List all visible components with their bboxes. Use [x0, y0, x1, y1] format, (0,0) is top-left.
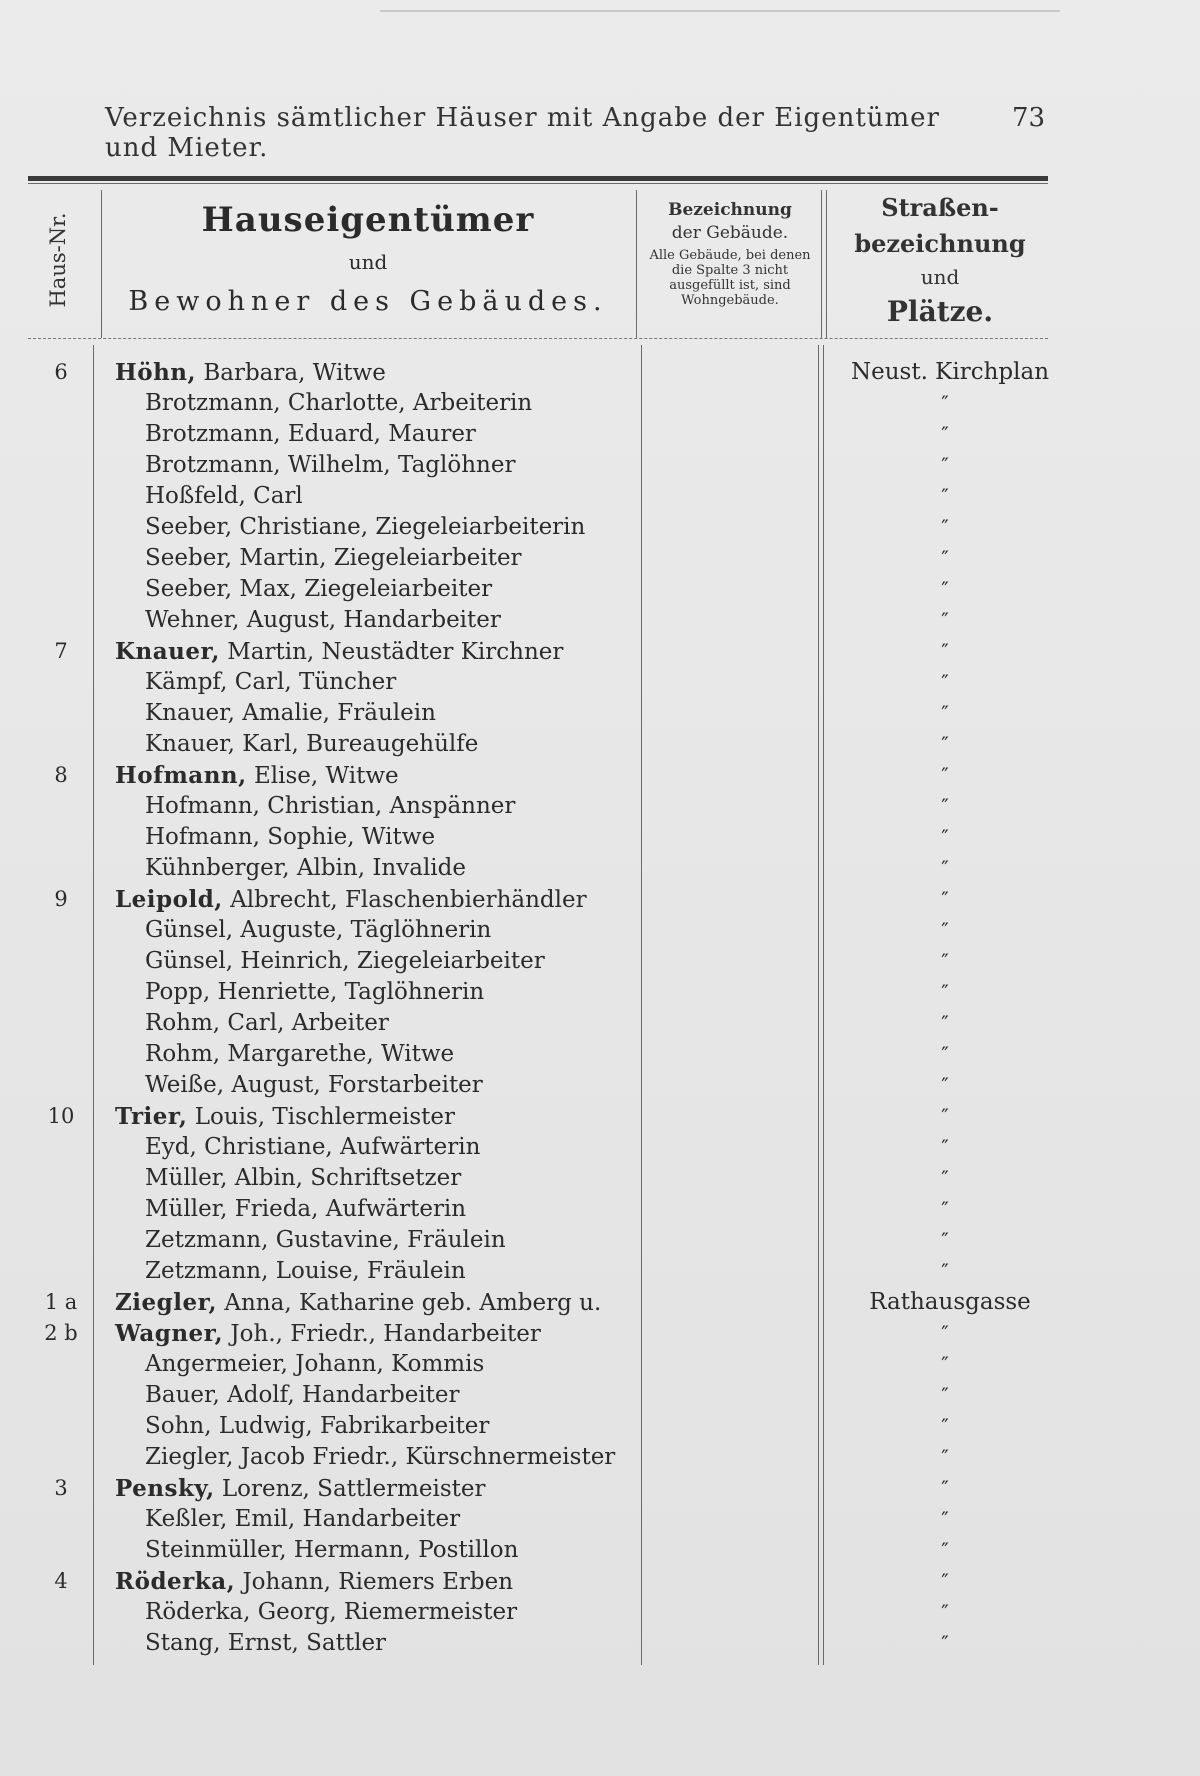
table-row	[0, 915, 1200, 946]
table-row	[0, 698, 1200, 729]
owner-details: Joh., Friedr., Handarbeiter	[223, 1321, 541, 1347]
table-row	[0, 481, 1200, 512]
owner-und: und	[348, 250, 388, 274]
table-row	[0, 1163, 1200, 1194]
ditto-mark: ″	[941, 1011, 949, 1035]
resident-name: Ziegler, Jacob Friedr., Kürschnermeister	[145, 1444, 616, 1470]
ditto-mark: ″	[941, 453, 949, 477]
table-row	[0, 1597, 1200, 1628]
owner-details: Johann, Riemers Erben	[235, 1569, 514, 1595]
ditto-mark: ″	[941, 608, 949, 632]
ditto-mark: ″	[941, 1414, 949, 1438]
owner-details: Martin, Neustädter Kirchner	[219, 639, 564, 665]
page-number: 73	[1012, 103, 1046, 133]
owner-surname: Leipold,	[115, 886, 223, 913]
ditto-mark: ″	[941, 1445, 949, 1469]
header-rule-thin	[28, 183, 1048, 184]
resident-name: Rohm, Margarethe, Witwe	[145, 1041, 455, 1067]
house-number: 3	[54, 1476, 68, 1500]
resident-name: Keßler, Emil, Handarbeiter	[145, 1506, 461, 1532]
table-row	[0, 946, 1200, 977]
resident-name: Wehner, August, Handarbeiter	[145, 607, 501, 633]
resident-name: Müller, Frieda, Aufwärterin	[145, 1196, 467, 1222]
resident-name: Rohm, Carl, Arbeiter	[145, 1010, 389, 1036]
owner-surname: Höhn,	[115, 359, 197, 386]
resident-name: Kämpf, Carl, Tüncher	[145, 669, 397, 695]
table-row	[0, 1504, 1200, 1535]
resident-name	[115, 1566, 513, 1598]
table-row	[0, 1318, 1200, 1349]
resident-name: Seeber, Martin, Ziegeleiarbeiter	[145, 545, 522, 571]
owner-subtitle: Bewohner des Gebäudes.	[128, 286, 608, 317]
ditto-mark: ″	[941, 1259, 949, 1283]
street-und: und	[920, 265, 960, 289]
table-row	[0, 729, 1200, 760]
owner-details: Elise, Witwe	[246, 763, 399, 789]
running-head: Verzeichnis sämtlicher Häuser mit Angabe der Eigentümer und Mieter.	[105, 103, 940, 163]
resident-name: Hofmann, Sophie, Witwe	[145, 824, 436, 850]
resident-name: Seeber, Christiane, Ziegeleiarbeiterin	[145, 514, 586, 540]
resident-name	[115, 357, 386, 389]
table-row	[0, 636, 1200, 667]
building-note: Alle Gebäude, bei denen die Spalte 3 nicht ausgefüllt ist, sind Wohngebäude.	[649, 248, 811, 308]
street-name: Rathausgasse	[869, 1289, 1031, 1315]
house-number: 7	[54, 639, 68, 663]
ditto-mark: ″	[941, 1104, 949, 1128]
ditto-mark: ″	[941, 670, 949, 694]
resident-name: Angermeier, Johann, Kommis	[145, 1351, 485, 1377]
ditto-mark: ″	[941, 701, 949, 725]
ditto-mark: ″	[941, 732, 949, 756]
ditto-mark: ″	[941, 1166, 949, 1190]
ditto-mark: ″	[941, 1383, 949, 1407]
ditto-mark: ″	[941, 980, 949, 1004]
table-row	[0, 760, 1200, 791]
owner-surname: Pensky,	[115, 1475, 215, 1502]
house-number: 8	[54, 763, 68, 787]
resident-name	[115, 636, 563, 668]
ditto-mark: ″	[941, 918, 949, 942]
table-row	[0, 1101, 1200, 1132]
resident-name: Popp, Henriette, Taglöhnerin	[145, 979, 485, 1005]
table-row	[0, 450, 1200, 481]
table-row	[0, 853, 1200, 884]
ditto-mark: ″	[941, 1507, 949, 1531]
resident-name: Sohn, Ludwig, Fabrikarbeiter	[145, 1413, 490, 1439]
street-title-1: Straßen-	[881, 193, 999, 222]
top-edge-line	[380, 10, 1060, 12]
ditto-mark: ″	[941, 825, 949, 849]
resident-name: Hoßfeld, Carl	[145, 483, 303, 509]
resident-name: Brotzmann, Eduard, Maurer	[145, 421, 476, 447]
resident-name: Weiße, August, Forstarbeiter	[145, 1072, 483, 1098]
owner-surname: Trier,	[115, 1103, 188, 1130]
ditto-mark: ″	[941, 887, 949, 911]
resident-name	[115, 1318, 541, 1350]
owner-details: Louis, Tischlermeister	[187, 1104, 456, 1130]
header-rule-thick	[28, 176, 1048, 181]
table-row	[0, 1225, 1200, 1256]
table-row	[0, 357, 1200, 388]
column-header-owner	[103, 198, 633, 322]
street-title-3: Plätze.	[886, 295, 994, 328]
house-number: 4	[54, 1569, 68, 1593]
resident-name	[115, 1287, 601, 1319]
resident-name: Eyd, Christiane, Aufwärterin	[145, 1134, 481, 1160]
table-row	[0, 419, 1200, 450]
resident-name: Röderka, Georg, Riemermeister	[145, 1599, 518, 1625]
resident-name	[115, 884, 587, 916]
resident-name: Steinmüller, Hermann, Postillon	[145, 1537, 519, 1563]
table-row	[0, 977, 1200, 1008]
house-number: 2 b	[44, 1321, 78, 1345]
resident-name: Stang, Ernst, Sattler	[145, 1630, 387, 1656]
street-name: Neust. Kirchplan	[850, 359, 1050, 385]
table-row	[0, 667, 1200, 698]
column-divider-1	[101, 190, 102, 338]
house-nr-label: Haus-Nr.	[46, 212, 70, 308]
resident-name: Günsel, Auguste, Täglöhnerin	[145, 917, 492, 943]
resident-name: Brotzmann, Charlotte, Arbeiterin	[145, 390, 533, 416]
house-number: 9	[54, 887, 68, 911]
column-header-building	[640, 198, 820, 308]
owner-surname: Knauer,	[115, 638, 220, 665]
owner-surname: Röderka,	[115, 1568, 236, 1595]
ditto-mark: ″	[941, 856, 949, 880]
owner-surname: Wagner,	[115, 1320, 224, 1347]
table-row	[0, 1194, 1200, 1225]
ditto-mark: ″	[941, 1569, 949, 1593]
table-row	[0, 1566, 1200, 1597]
ditto-mark: ″	[941, 1228, 949, 1252]
table-row	[0, 791, 1200, 822]
ditto-mark: ″	[941, 391, 949, 415]
ditto-mark: ″	[941, 639, 949, 663]
ditto-mark: ″	[941, 1042, 949, 1066]
ditto-mark: ″	[941, 763, 949, 787]
ditto-mark: ″	[941, 1073, 949, 1097]
resident-name: Hofmann, Christian, Anspänner	[145, 793, 516, 819]
table-row	[0, 1473, 1200, 1504]
directory-rows	[0, 357, 1200, 1659]
house-number: 10	[47, 1104, 75, 1128]
table-row	[0, 512, 1200, 543]
ditto-mark: ″	[941, 484, 949, 508]
owner-surname: Ziegler,	[115, 1289, 218, 1316]
table-row	[0, 388, 1200, 419]
ditto-mark: ″	[941, 1538, 949, 1562]
resident-name	[115, 1473, 486, 1505]
ditto-mark: ″	[941, 1197, 949, 1221]
table-row	[0, 1349, 1200, 1380]
ditto-mark: ″	[941, 1631, 949, 1655]
ditto-mark: ″	[941, 1352, 949, 1376]
table-row	[0, 1535, 1200, 1566]
resident-name: Knauer, Amalie, Fräulein	[145, 700, 436, 726]
resident-name: Günsel, Heinrich, Ziegeleiarbeiter	[145, 948, 545, 974]
column-divider-3	[821, 190, 827, 338]
resident-name: Zetzmann, Gustavine, Fräulein	[145, 1227, 506, 1253]
resident-name: Brotzmann, Wilhelm, Taglöhner	[145, 452, 516, 478]
table-row	[0, 1287, 1200, 1318]
ditto-mark: ″	[941, 1135, 949, 1159]
resident-name: Seeber, Max, Ziegeleiarbeiter	[145, 576, 493, 602]
table-row	[0, 1628, 1200, 1659]
table-row	[0, 1070, 1200, 1101]
ditto-mark: ″	[941, 1600, 949, 1624]
ditto-mark: ″	[941, 546, 949, 570]
ditto-mark: ″	[941, 422, 949, 446]
ditto-mark: ″	[941, 794, 949, 818]
table-row	[0, 884, 1200, 915]
owner-details: Barbara, Witwe	[196, 360, 386, 386]
ditto-mark: ″	[941, 1476, 949, 1500]
house-number: 1 a	[44, 1290, 78, 1314]
owner-details: Anna, Katharine geb. Amberg u.	[217, 1290, 602, 1316]
owner-details: Albrecht, Flaschenbierhändler	[222, 887, 587, 913]
column-divider-2	[636, 190, 637, 338]
table-row	[0, 543, 1200, 574]
building-title: Bezeichnung	[668, 200, 792, 220]
table-row	[0, 1039, 1200, 1070]
resident-name: Müller, Albin, Schriftsetzer	[145, 1165, 462, 1191]
table-row	[0, 1008, 1200, 1039]
resident-name: Knauer, Karl, Bureaugehülfe	[145, 731, 479, 757]
house-number: 6	[54, 360, 68, 384]
table-row	[0, 1256, 1200, 1287]
ditto-mark: ″	[941, 577, 949, 601]
ditto-mark: ″	[941, 1321, 949, 1345]
table-row	[0, 1380, 1200, 1411]
column-header-street	[835, 190, 1045, 332]
table-row	[0, 605, 1200, 636]
resident-name	[115, 760, 399, 792]
resident-name: Kühnberger, Albin, Invalide	[145, 855, 467, 881]
building-sub: der Gebäude.	[671, 223, 789, 243]
table-row	[0, 1442, 1200, 1473]
table-row	[0, 574, 1200, 605]
resident-name	[115, 1101, 455, 1133]
resident-name: Zetzmann, Louise, Fräulein	[145, 1258, 466, 1284]
table-row	[0, 1411, 1200, 1442]
owner-title: Hauseigentümer	[201, 200, 535, 240]
table-row	[0, 822, 1200, 853]
header-bottom-rule	[28, 338, 1048, 339]
ditto-mark: ″	[941, 949, 949, 973]
street-title-2: bezeichnung	[854, 229, 1026, 258]
ditto-mark: ″	[941, 515, 949, 539]
owner-details: Lorenz, Sattlermeister	[214, 1476, 486, 1502]
table-row	[0, 1132, 1200, 1163]
column-header-house-nr	[38, 200, 78, 320]
owner-surname: Hofmann,	[115, 762, 247, 789]
resident-name: Bauer, Adolf, Handarbeiter	[145, 1382, 460, 1408]
